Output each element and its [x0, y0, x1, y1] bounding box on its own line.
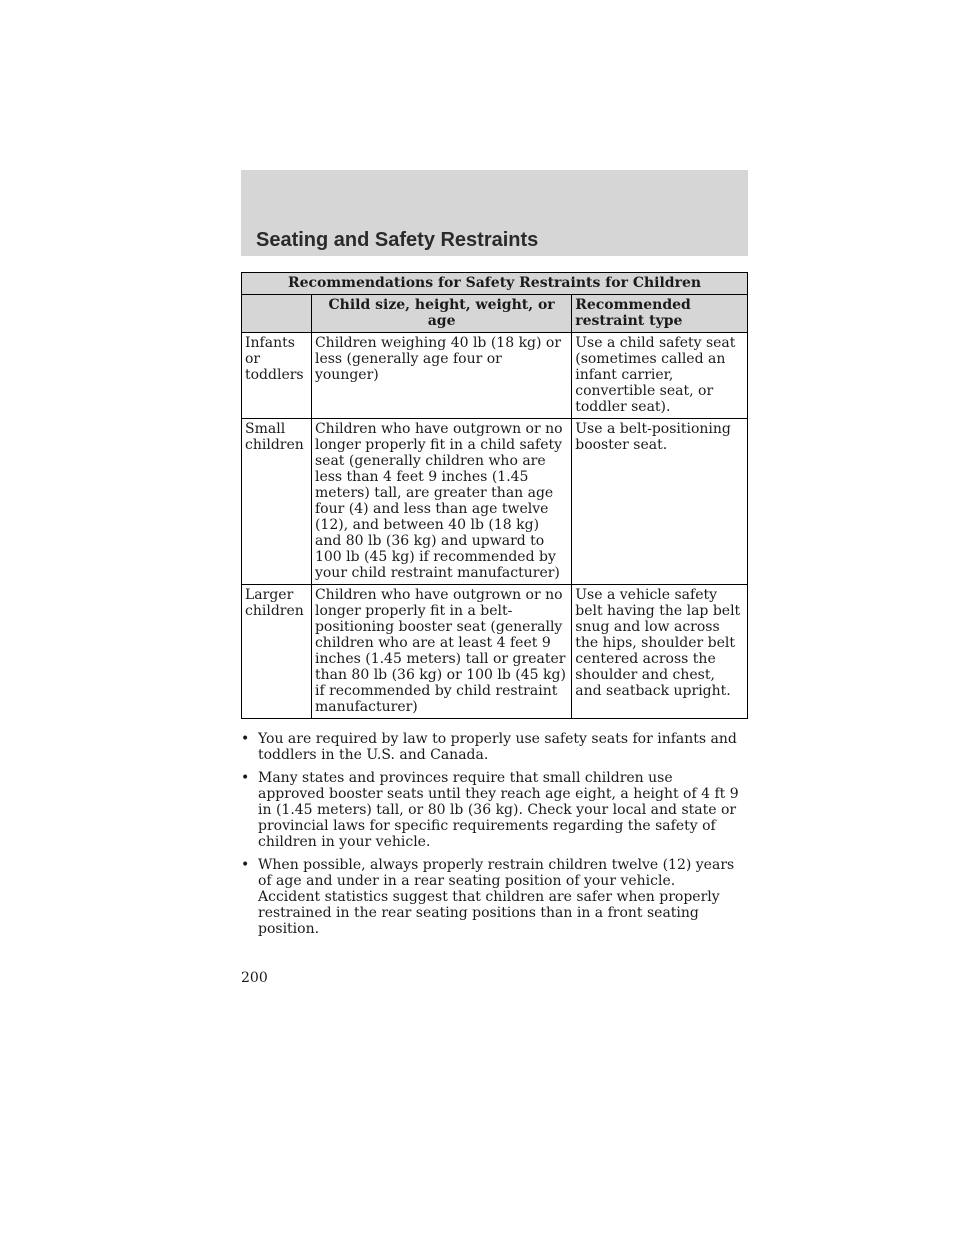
bullet-icon: • — [241, 731, 250, 747]
page-number: 200 — [241, 970, 268, 986]
table-row — [242, 419, 748, 585]
header-restraint-type: Recommended restraint type — [572, 295, 748, 333]
table-row — [242, 333, 748, 419]
list-item — [241, 770, 741, 850]
table-caption: Recommendations for Safety Restraints for Children — [242, 273, 748, 295]
table-row — [242, 585, 748, 719]
list-item — [241, 857, 741, 937]
bullet-icon: • — [241, 770, 250, 786]
table-header-row — [242, 295, 748, 333]
row-group: Small children — [242, 419, 312, 585]
safety-notes-list — [241, 731, 741, 944]
list-item — [241, 731, 741, 763]
row-group: Larger children — [242, 585, 312, 719]
row-size: Children who have outgrown or no longer properly fit in a child safety seat (generally children who are less than 4 feet 9 inches (1.45 meters) tall, are greater than age four (4) and less than age twelve (12), and between 40 lb (18 kg) and 80 lb (36 kg) and upward to 100 lb (45 kg) if recommended by your child restraint manufacturer) — [311, 419, 571, 585]
row-restraint: Use a vehicle safety belt having the lap belt snug and low across the hips, shoulder belt centered across the shoulder and chest, and seatback upright. — [572, 585, 748, 719]
bullet-icon: • — [241, 857, 250, 873]
row-size: Children weighing 40 lb (18 kg) or less (generally age four or younger) — [311, 333, 571, 419]
list-item-text: You are required by law to properly use safety seats for infants and toddlers in the U.S. and Canada. — [258, 731, 737, 763]
section-title: Seating and Safety Restraints — [256, 229, 539, 251]
row-restraint: Use a child safety seat (sometimes called an infant carrier, convertible seat, or toddler seat). — [572, 333, 748, 419]
header-group — [242, 295, 312, 333]
list-item-text: When possible, always properly restrain children twelve (12) years of age and under in a rear seating position of your vehicle. Accident statistics suggest that children are safer when properly restrained in the rear seating positions than in a front seating position. — [258, 857, 735, 937]
row-size: Children who have outgrown or no longer properly fit in a belt-positioning booster seat (generally children who are at least 4 feet 9 inches (1.45 meters) tall or greater than 80 lb (36 kg) or 100 lb (45 kg) if recommended by child restraint manufacturer) — [311, 585, 571, 719]
child-restraint-table — [241, 272, 748, 719]
row-restraint: Use a belt-positioning booster seat. — [572, 419, 748, 585]
row-group: Infants or toddlers — [242, 333, 312, 419]
header-child-size: Child size, height, weight, or age — [311, 295, 571, 333]
list-item-text: Many states and provinces require that small children use approved booster seats until they reach age eight, a height of 4 ft 9 in (1.45 meters) tall, or 80 lb (36 kg). Check your local and state or provincial laws for specific requirements regarding the safety of children in your vehicle. — [258, 770, 739, 850]
